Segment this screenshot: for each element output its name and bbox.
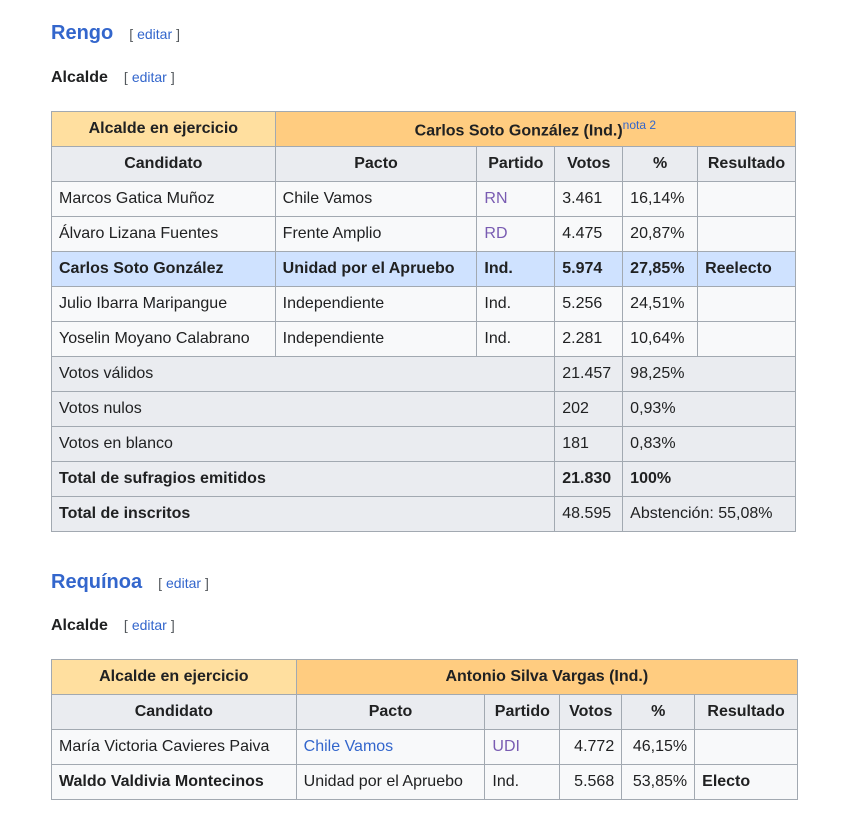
party-name: Ind. [477, 252, 555, 287]
candidate-name: Yoselin Moyano Calabrano [52, 322, 276, 357]
votes: 4.475 [555, 217, 623, 252]
candidate-name: Waldo Valdivia Montecinos [52, 765, 297, 800]
pact-name: Chile Vamos [275, 182, 477, 217]
party-name: Ind. [485, 765, 560, 800]
header-resultado: Resultado [698, 147, 796, 182]
summary-votes: 21.457 [555, 357, 623, 392]
percent: 10,64% [623, 322, 698, 357]
pact-name: Frente Amplio [275, 217, 477, 252]
summary-label: Total de inscritos [52, 497, 555, 532]
section-heading-requinoa [51, 571, 209, 594]
section-heading-rengo [51, 22, 180, 45]
summary-row [52, 427, 796, 462]
percent: 53,85% [622, 765, 695, 800]
percent: 27,85% [623, 252, 698, 287]
table-row [52, 217, 796, 252]
edit-link[interactable]: editar [131, 617, 167, 633]
edit-link-group: [ editar ] [123, 69, 175, 85]
summary-row [52, 357, 796, 392]
summary-label: Votos nulos [52, 392, 555, 427]
summary-row [52, 392, 796, 427]
party-name: Ind. [477, 322, 555, 357]
summary-row-registered [52, 497, 796, 532]
result [698, 217, 796, 252]
incumbent-name-cell [275, 112, 795, 147]
party-name: Ind. [477, 287, 555, 322]
summary-percent: 98,25% [623, 357, 796, 392]
subsection-heading-alcalde [51, 617, 175, 635]
table-row-winner [52, 765, 798, 800]
edit-link-group: [ editar ] [123, 617, 175, 633]
edit-link[interactable]: editar [166, 575, 202, 591]
summary-votes: 202 [555, 392, 623, 427]
summary-percent: 0,93% [623, 392, 796, 427]
summary-votes: 48.595 [555, 497, 623, 532]
incumbent-name: Antonio Silva Vargas (Ind.) [296, 660, 797, 695]
table-row [52, 182, 796, 217]
percent: 46,15% [622, 730, 695, 765]
header-candidato: Candidato [52, 695, 297, 730]
subsection-title: Alcalde [51, 617, 108, 634]
table-row [52, 322, 796, 357]
percent: 24,51% [623, 287, 698, 322]
section-title: Requínoa [51, 571, 143, 593]
edit-link[interactable]: editar [137, 26, 173, 42]
result: Reelecto [698, 252, 796, 287]
pact-name: Unidad por el Apruebo [275, 252, 477, 287]
note-link[interactable]: nota 2 [622, 117, 657, 132]
section-title: Rengo [51, 22, 114, 44]
incumbent-name: Carlos Soto González (Ind.) [414, 122, 623, 140]
votes: 5.974 [555, 252, 623, 287]
summary-percent: 0,83% [623, 427, 796, 462]
pact-link[interactable]: Chile Vamos [296, 730, 485, 765]
subsection-title: Alcalde [51, 69, 108, 86]
votes: 4.772 [560, 730, 622, 765]
candidate-name: Álvaro Lizana Fuentes [52, 217, 276, 252]
edit-link-group: [ editar ] [129, 26, 181, 42]
header-votos: Votos [555, 147, 623, 182]
header-votos: Votos [560, 695, 622, 730]
result [695, 730, 798, 765]
candidate-name: Carlos Soto González [52, 252, 276, 287]
summary-label: Votos en blanco [52, 427, 555, 462]
result [698, 287, 796, 322]
results-table-rengo [51, 111, 796, 532]
candidate-name: Marcos Gatica Muñoz [52, 182, 276, 217]
party-link[interactable]: UDI [485, 730, 560, 765]
votes: 2.281 [555, 322, 623, 357]
pact-name: Independiente [275, 322, 477, 357]
summary-label: Votos válidos [52, 357, 555, 392]
table-row [52, 287, 796, 322]
party-link[interactable]: RN [477, 182, 555, 217]
result [698, 322, 796, 357]
candidate-name: Julio Ibarra Maripangue [52, 287, 276, 322]
header-partido: Partido [485, 695, 560, 730]
header-pacto: Pacto [296, 695, 485, 730]
incumbent-label: Alcalde en ejercicio [52, 112, 276, 147]
edit-link[interactable]: editar [131, 69, 167, 85]
incumbent-label: Alcalde en ejercicio [52, 660, 297, 695]
result: Electo [695, 765, 798, 800]
pact-name: Independiente [275, 287, 477, 322]
votes: 3.461 [555, 182, 623, 217]
votes: 5.568 [560, 765, 622, 800]
summary-votes: 181 [555, 427, 623, 462]
pact-name: Unidad por el Apruebo [296, 765, 485, 800]
header-pct: % [622, 695, 695, 730]
candidate-name: María Victoria Cavieres Paiva [52, 730, 297, 765]
result [698, 182, 796, 217]
header-partido: Partido [477, 147, 555, 182]
table-row-winner [52, 252, 796, 287]
header-pct: % [623, 147, 698, 182]
subsection-heading-alcalde [51, 69, 175, 87]
summary-abstention: Abstención: 55,08% [623, 497, 796, 532]
summary-row-total [52, 462, 796, 497]
summary-percent: 100% [623, 462, 796, 497]
results-table-requinoa [51, 659, 798, 800]
percent: 20,87% [623, 217, 698, 252]
header-pacto: Pacto [275, 147, 477, 182]
summary-votes: 21.830 [555, 462, 623, 497]
party-link[interactable]: RD [477, 217, 555, 252]
percent: 16,14% [623, 182, 698, 217]
table-row [52, 730, 798, 765]
header-resultado: Resultado [695, 695, 798, 730]
summary-label: Total de sufragios emitidos [52, 462, 555, 497]
header-candidato: Candidato [52, 147, 276, 182]
edit-link-group: [ editar ] [158, 575, 209, 591]
votes: 5.256 [555, 287, 623, 322]
